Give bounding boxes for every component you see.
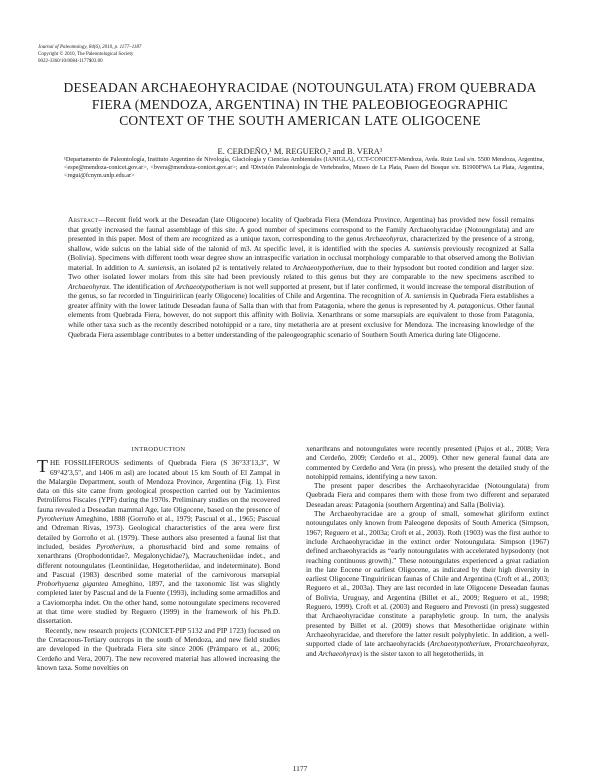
journal-copyright: Copyright © 2010, The Paleontological Society — [38, 52, 134, 57]
intro-paragraph-1: THE FOSSILIFEROUS sediments of Quebrada Fiera (S 36°33′13,3″, W 69°42′3,5″, and 1406 m asl) are located about 15 km South of El Zampal in the Malargüe Department, south of Mendoza Province, Argentina (Fig. 1). First data on this site came from geological prospection carried out by Yacimientos Petrolíferos Fiscales (YPF) during the 1970s. Preliminary studies on the recovered fauna revealed a Deseadan mammal Age, late Oligocene, based on the presence of Pyrotherium Ameghino, 1888 (Gorroño et al., 1979; Pascual et al., 1965; Pascual and Odreman Rivas, 1973). Geological characteristics of the area were first detailed by Gorroño et al. (1979). These authors also presented a faunal list that included, besides Pyrotherium, a phorusrhacid bird and some remains of xenarthrans (Orophodontidae?, Megalonychidae?), Macraucheniidae indet., and different notoungulates (Leontiniidae, Hegetotheriidae, and indeterminate). Bond and Pascual (1983) described some material of the carnivorous marsupial Proborhyaena gigantea Ameghino, 1897, and the taxonomic list was slightly completed later by Pascual and de la Fuente (1993), including some armadillos and a Caviomorpha indet. On the other hand, some notoungulate specimens recovered at that time were studied by Reguero (1999) in the framework of his Ph.D. dissertation. — [37, 456, 281, 626]
journal-issn: 0022-3360/10/0084-1177$03.00 — [38, 59, 103, 64]
left-column — [37, 445, 280, 672]
page-number: 1177 — [292, 764, 308, 773]
intro-paragraph-2: Recently, new research projects (CONICET-PIP 5132 and PIP 1723) focused on the Cretaceous-Tertiary outcrops in the south of Mendoza, and new field studies are developed in the Quebrada Fiera site since 2006 (Prámparo et al., 2006; Cerdeño and Vera, 2007). The new recovered material has allowed increasing the known taxa. Some novelties on — [37, 625, 280, 672]
section-heading-introduction: INTRODUCTION — [131, 446, 186, 453]
author-list: E. CERDEÑO,¹ M. REGUERO,² and B. VERA¹ — [217, 146, 383, 156]
right-paragraph-1: xenarthrans and notoungulates were recently presented (Pujos et al., 2008; Vera and Cerdeño, 2009; Cerdeño et al., 2009). Other new general faunal data are commented by Cerdeño and Vera (in press), who present the detailed study of the notohippid remains, identifying a new taxon. — [306, 444, 549, 481]
right-column — [306, 444, 549, 658]
right-paragraph-2: The present paper describes the Archaeohyracidae (Notoungulata) from Quebrada Fiera and compares them with those from two different and separated Deseadan areas: Patagonia (southern Argentina) and Salla (Bolivia). — [306, 481, 549, 509]
right-paragraph-3: The Archaeohyracidae are a group of small, somewhat gliriform extinct notoungulates only known from Paleogene deposits of South America (Simpson, 1967; Reguero et al., 2003a; Croft et al., 2003). Roth (1903) was the first author to include Archaeohyracidae in the extinct order Notoungulata. Simpson (1967) defined archaeohyracids as “early notoungulates with accelerated hypsodonty (not reaching continuous growth).” These notoungulates experienced a great radiation in the late Eocene or earliest Oligocene, as indicated by their high diversity in earliest Oligocene Tinguiririican faunas of Chile and Argentina (Croft et al., 2003; Reguero et al., 2003a). They are last recorded in late Oligocene Deseadan faunas of Bolivia, Uruguay, and Argentina (Billet et al., 2009; Reguero et al., 1998; Reguero, 1999). Croft et al. (2003) and Reguero and Prevosti (in press) suggested that Archaeohyracidae constitute a paraphyletic group. In turn, the analysis presented by Billet et al. (2009) shows that Mesotheriidae originate within Archaeohyracidae, and therefore the latter result polyphyletic. In addition, a well-supported clade of late archaeohyracids (Archaeotypotherium, Protarchaeohyrax, and Archaeohyrax) is the sister taxon to all hegetotheriids, in — [306, 509, 549, 658]
abstract: Abstract—Recent field work at the Deseadan (late Oligocene) locality of Quebrada Fiera (Mendoza Province, Argentina) has provided new fossil remains that greatly increased the faunal assemblage of this site. A good number of specimens correspond to the Family Archaeohyracidae (Notoungulata) and are presented in this paper. Most of them are recognized as a unique taxon, corresponding to the genus Archaeohyrax, characterized by the presence of a strong, shallow, wide sulcus on the labial side of the talonid of m3. At specific level, it is identified with the species A. suniensis previously recognized at Salla (Bolivia). Specimens with different tooth wear degree show an intraspecific variation in occlusal morphology comparable to that observed among the Bolivian material. In addition to A. suniensis, an isolated p2 is tentatively related to Archaeotypotherium, due to their hypsodont but rooted condition and larger size. Two other isolated lower molars from this site had been previously related to this genus but they are comparable to the new specimens ascribed to Archaeohyrax. The identification of Archaeotypotherium is not well supported at present, but if later confirmed, it would increase the temporal distribution of the genus, so far recorded in Tinguiririican (early Oligocene) localities of Chile and Argentina. The recognition of A. suniensis in Quebrada Fiera establishes a greater affinity with the lower latitude Deseadan fauna of Salla than with that from Patagonia, where the genus is represented by A. patagonicus. Other faunal elements from Quebrada Fiera, however, do not support this affinity with Bolivia. Xenarthrans or some marsupials are equivalent to those from Patagonia, while other taxa such as the recently described notohippid or a rare, tiny metatheria are at present exclusive for Mendoza. The increasing knowledge of the Quebrada Fiera assemblage contributes to a better understanding of the paleogeographic scenario of Southern South America during late Oligocene. — [68, 215, 535, 339]
abstract-label: Abstract — [68, 215, 99, 224]
paper-title: DESEADAN ARCHAEOHYRACIDAE (NOTOUNGULATA) FROM QUEBRADA FIERA (MENDOZA, ARGENTINA) IN THE PALEOBIOGEOGRAPHIC CONTEXT OF THE SOUTH AMERICAN LATE OLIGOCENE — [63, 80, 537, 128]
drop-cap: T — [37, 456, 48, 477]
journal-citation: Journal of Paleontology, 84(6), 2010, p. 1177–1187 — [38, 45, 142, 50]
affiliations: ¹Departamento de Paleontología, Instituto Argentino de Nivología, Glaciología y Ciencias Ambientales (IANIGLA), CCT-CONICET-Mendoza, Avda. Ruiz Leal s/n. 5500 Mendoza, Argentina, <espe@mendoza-conicet.gov.ar>, <bvera@mendoza-conicet.gov.ar>; and ²División Paleontología de Vertebrados, Museo de La Plata, Paseo del Bosque s/n. B1900FWA La Plata, Argentina, <regui@fcnym.unlp.edu.ar> — [64, 156, 544, 180]
journal-header — [38, 44, 141, 65]
